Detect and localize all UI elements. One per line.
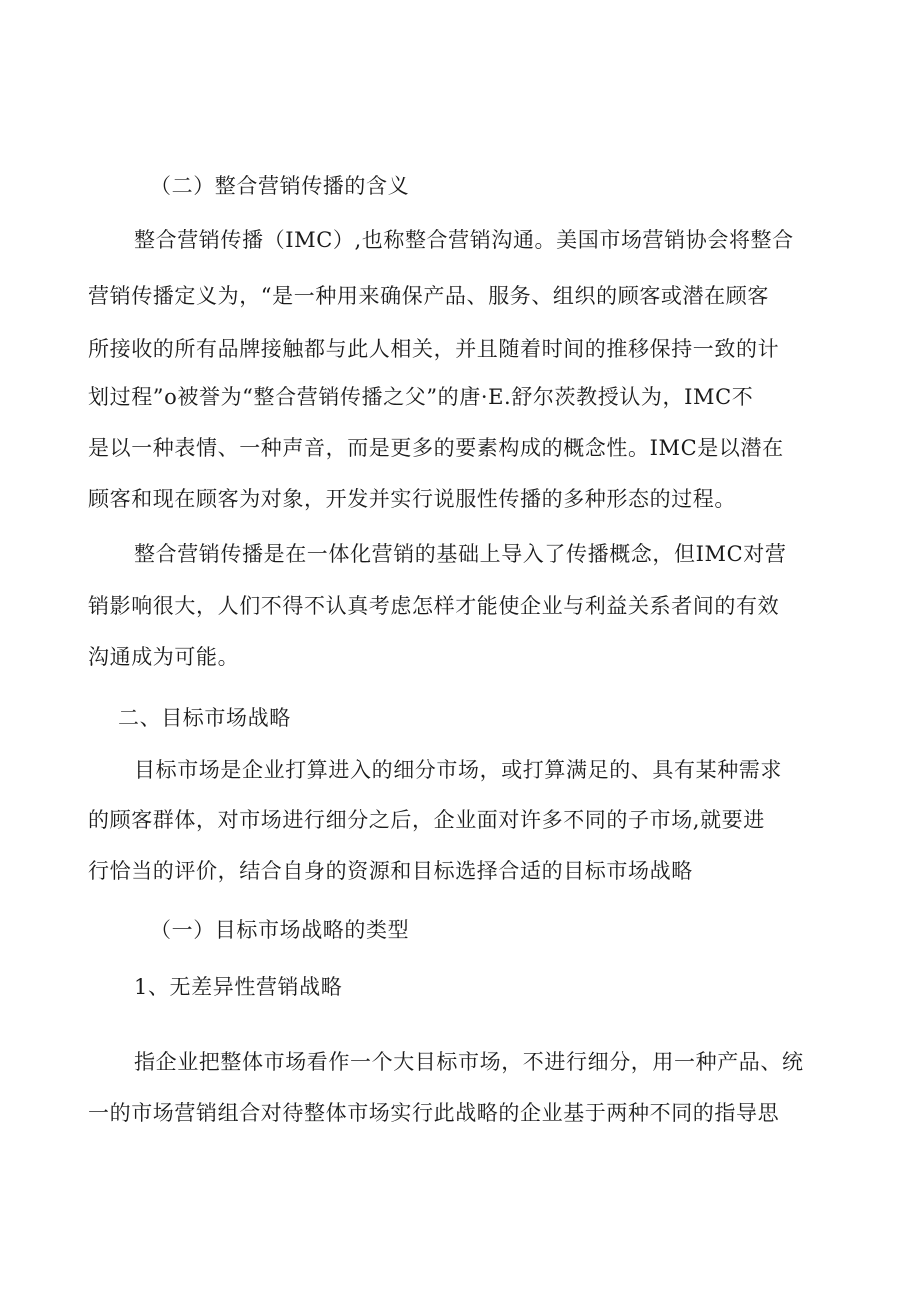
paragraph-line: 销影响很大，人们不得不认真考虑怎样才能使企业与利益关系者间的有效 <box>88 594 780 618</box>
paragraph-line: 目标市场是企业打算进入的细分市场，或打算满足的、具有某种需求 <box>134 758 782 782</box>
section-heading-target-market-strategy: 二、目标市场战略 <box>118 706 291 730</box>
paragraph-line: 顾客和现在顾客为对象，开发并实行说服性传播的多种形态的过程。 <box>88 487 736 511</box>
paragraph-line: 的顾客群体，对市场进行细分之后，企业面对许多不同的子市场,就要进 <box>88 808 765 832</box>
paragraph-line: 营销传播定义为，“是一种用来确保产品、服务、组织的顾客或潜在顾客 <box>88 284 769 308</box>
paragraph-line: 行恰当的评价，结合自身的资源和目标选择合适的目标市场战略 <box>88 859 693 883</box>
paragraph-line: 所接收的所有品牌接触都与此人相关，并且随着时间的推移保持一致的计 <box>88 337 780 361</box>
section-heading-imc-meaning: （二）整合营销传播的含义 <box>150 174 410 198</box>
paragraph-line: 是以一种表情、一种声音，而是更多的要素构成的概念性。IMC是以潜在 <box>88 436 784 460</box>
section-heading-strategy-types: （一）目标市场战略的类型 <box>150 918 410 942</box>
paragraph-line: 整合营销传播是在一体化营销的基础上导入了传播概念，但IMC对营 <box>134 542 787 566</box>
paragraph-line: 沟通成为可能。 <box>88 645 240 669</box>
section-heading-undifferentiated-marketing: 1、无差异性营销战略 <box>134 975 343 999</box>
paragraph-line: 整合营销传播（IMC）,也称整合营销沟通。美国市场营销协会将整合 <box>134 228 794 252</box>
paragraph-line: 一的市场营销组合对待整体市场实行此战略的企业基于两种不同的指导思 <box>88 1101 780 1125</box>
paragraph-line: 划过程”o被誉为“整合营销传播之父”的唐·E.舒尔茨教授认为，IMC不 <box>88 385 754 409</box>
paragraph-line: 指企业把整体市场看作一个大目标市场，不进行细分，用一种产品、统 <box>134 1050 804 1074</box>
